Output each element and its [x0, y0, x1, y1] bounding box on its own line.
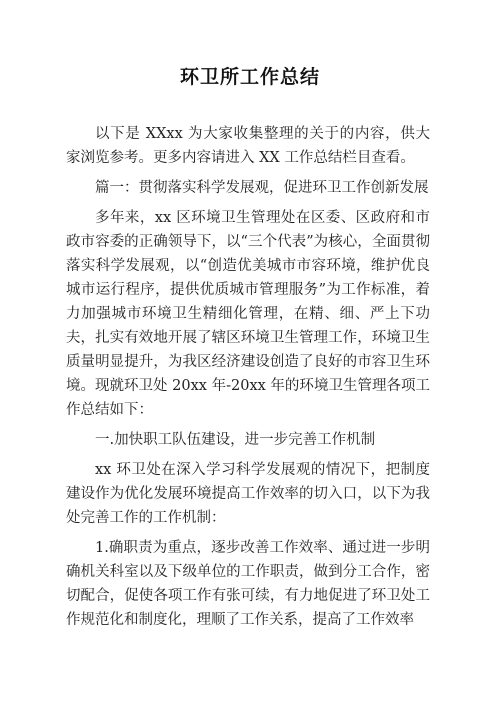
- section-heading: 篇一：贯彻落实科学发展观，促进环卫工作创新发展: [95, 180, 429, 196]
- document-body: [66, 122, 430, 638]
- list-item: 1.确职责为重点，逐步改善工作效率、通过进一步明确机关科室以及下级单位的工作职责，做到分工合作，密切配合，促使各项工作有张可续，有力地促进了环卫处工作规范化和制度化，理顺了工作关系，提高了工作效率: [66, 540, 430, 628]
- body-paragraph: xx 环卫处在深入学习科学发展观的情况下，把制度建设作为优化发展环境提高工作效率的切入口，以下为我处完善工作的工作机制：: [66, 462, 430, 526]
- body-paragraph: 多年来，xx 区环境卫生管理处在区委、区政府和市政市容委的正确领导下，以“三个代表”为核心，全面贯彻落实科学发展观，以“创造优美城市市容环境，维护优良城市运行程序，提供优质城市管理服务”为工作标准，着力加强城市环境卫生精细化管理，在精、细、严上下功夫，扎实有效地开展了辖区环境卫生管理工作，环境卫生质量明显提升，为我区经济建设创造了良好的市容卫生环境。现就环卫处 20xx 年-20xx 年的环境卫生管理各项工作总结如下：: [66, 210, 430, 418]
- subsection-heading: 一.加快职工队伍建设，进一步完善工作机制: [95, 432, 376, 448]
- document-title: 环卫所工作总结: [179, 66, 320, 88]
- intro-paragraph: 以下是 XXxx 为大家收集整理的关于的内容，供大家浏览参考。更多内容请进入 XX 工作总结栏目查看。: [66, 126, 430, 166]
